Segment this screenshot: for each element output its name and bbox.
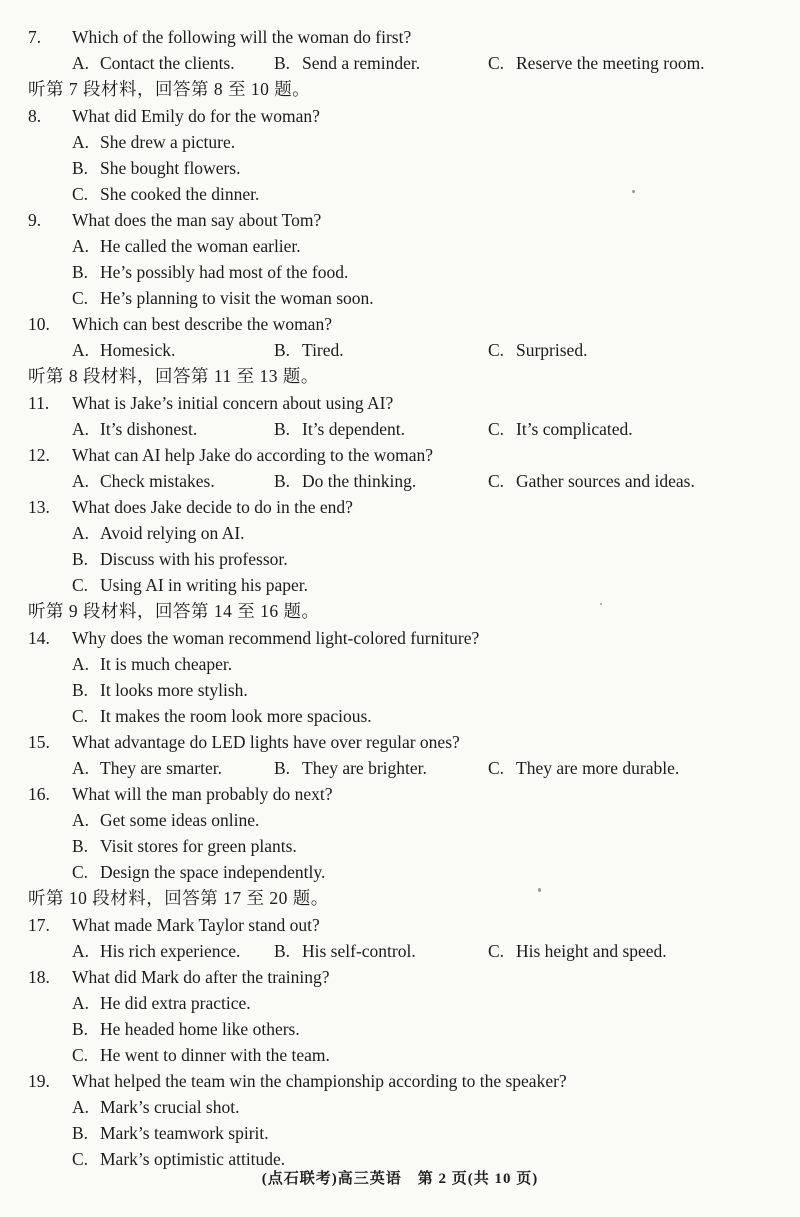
question-options [28, 50, 770, 76]
option-label: A. [72, 471, 90, 491]
option-label: C. [488, 419, 505, 439]
question-line [28, 729, 770, 755]
option-c [28, 859, 770, 885]
option-b [274, 337, 488, 363]
option-text: It’s complicated. [516, 419, 633, 439]
question-line [28, 964, 770, 990]
question-13 [28, 494, 770, 598]
option-c [488, 468, 770, 494]
option-c [28, 703, 770, 729]
option-a [72, 337, 274, 363]
question-8 [28, 103, 770, 207]
question-text: What can AI help Jake do according to the woman? [72, 445, 434, 465]
option-text: Contact the clients. [100, 53, 235, 73]
question-17 [28, 912, 770, 964]
question-options [28, 337, 770, 363]
option-label: B. [72, 1019, 89, 1039]
option-label: B. [72, 158, 89, 178]
option-label: A. [72, 236, 90, 256]
option-label: A. [72, 654, 90, 674]
option-c [28, 572, 770, 598]
option-b [28, 1016, 770, 1042]
option-text: He did extra practice. [100, 993, 251, 1013]
option-label: C. [488, 53, 505, 73]
option-b [28, 833, 770, 859]
question-line [28, 103, 770, 129]
option-b [274, 416, 488, 442]
question-options [28, 416, 770, 442]
option-b [274, 755, 488, 781]
question-number: 16. [28, 784, 50, 804]
option-text: She cooked the dinner. [100, 184, 260, 204]
option-text: Mark’s teamwork spirit. [100, 1123, 269, 1143]
option-label: A. [72, 340, 90, 360]
option-a [28, 233, 770, 259]
option-label: B. [274, 53, 291, 73]
option-text: She drew a picture. [100, 132, 236, 152]
scan-speck [600, 603, 602, 605]
option-text: Tired. [302, 340, 344, 360]
section-header: 听第 10 段材料，回答第 17 至 20 题。 [28, 888, 329, 908]
question-text: Which can best describe the woman? [72, 314, 332, 334]
question-number: 15. [28, 732, 50, 752]
option-text: It’s dependent. [302, 419, 406, 439]
question-options [28, 129, 770, 207]
question-number: 7. [28, 27, 42, 47]
question-10 [28, 311, 770, 363]
option-label: A. [72, 941, 90, 961]
option-c [488, 50, 770, 76]
option-label: A. [72, 810, 90, 830]
option-c [28, 1042, 770, 1068]
question-number: 13. [28, 497, 50, 517]
option-text: They are brighter. [302, 758, 427, 778]
question-options [28, 807, 770, 885]
option-label: C. [72, 184, 89, 204]
option-a [28, 520, 770, 546]
question-text: Which of the following will the woman do first? [72, 27, 412, 47]
question-15 [28, 729, 770, 781]
option-text: Surprised. [516, 340, 588, 360]
option-text: He’s planning to visit the woman soon. [100, 288, 374, 308]
question-number: 8. [28, 106, 42, 126]
option-label: B. [72, 549, 89, 569]
question-line [28, 390, 770, 416]
option-text: Homesick. [100, 340, 176, 360]
option-text: Reserve the meeting room. [516, 53, 705, 73]
question-16 [28, 781, 770, 885]
option-text: They are more durable. [516, 758, 680, 778]
question-line [28, 207, 770, 233]
question-options [28, 520, 770, 598]
question-number: 19. [28, 1071, 50, 1091]
question-number: 12. [28, 445, 50, 465]
option-b [28, 1120, 770, 1146]
option-a [72, 755, 274, 781]
question-line [28, 1068, 770, 1094]
option-text: He called the woman earlier. [100, 236, 301, 256]
option-text: His height and speed. [516, 941, 667, 961]
option-text: Mark’s crucial shot. [100, 1097, 240, 1117]
option-b [28, 546, 770, 572]
option-label: B. [274, 471, 291, 491]
question-text: What is Jake’s initial concern about using AI? [72, 393, 394, 413]
option-text: He’s possibly had most of the food. [100, 262, 349, 282]
option-b [28, 155, 770, 181]
question-line [28, 494, 770, 520]
option-b [28, 677, 770, 703]
question-9 [28, 207, 770, 311]
option-label: B. [72, 836, 89, 856]
question-text: What made Mark Taylor stand out? [72, 915, 320, 935]
option-text: Design the space independently. [100, 862, 326, 882]
option-text: It makes the room look more spacious. [100, 706, 372, 726]
option-text: Using AI in writing his paper. [100, 575, 309, 595]
question-line [28, 625, 770, 651]
section-header: 听第 8 段材料，回答第 11 至 13 题。 [28, 366, 319, 386]
option-text: His self-control. [302, 941, 416, 961]
option-text: It is much cheaper. [100, 654, 233, 674]
option-label: C. [488, 758, 505, 778]
option-c [28, 181, 770, 207]
question-text: What advantage do LED lights have over regular ones? [72, 732, 460, 752]
option-text: It’s dishonest. [100, 419, 198, 439]
option-text: Mark’s optimistic attitude. [100, 1149, 286, 1169]
option-text: Avoid relying on AI. [100, 523, 245, 543]
question-text: What did Mark do after the training? [72, 967, 330, 987]
option-text: She bought flowers. [100, 158, 241, 178]
scan-speck [538, 888, 541, 892]
option-c [488, 755, 770, 781]
option-c [28, 285, 770, 311]
question-number: 9. [28, 210, 42, 230]
question-text: What does the man say about Tom? [72, 210, 322, 230]
option-text: Gather sources and ideas. [516, 471, 695, 491]
question-options [28, 651, 770, 729]
question-number: 10. [28, 314, 50, 334]
option-label: B. [72, 262, 89, 282]
option-text: Check mistakes. [100, 471, 215, 491]
question-options [28, 990, 770, 1068]
option-label: B. [72, 680, 89, 700]
question-options [28, 1094, 770, 1172]
option-a [28, 651, 770, 677]
question-number: 11. [28, 393, 50, 413]
option-a [72, 938, 274, 964]
question-options [28, 755, 770, 781]
option-text: They are smarter. [100, 758, 222, 778]
question-line [28, 442, 770, 468]
option-a [72, 416, 274, 442]
option-label: C. [72, 1045, 89, 1065]
option-b [274, 50, 488, 76]
option-label: B. [274, 340, 291, 360]
option-a [28, 990, 770, 1016]
question-number: 14. [28, 628, 50, 648]
option-c [488, 938, 770, 964]
option-a [28, 1094, 770, 1120]
option-label: C. [72, 575, 89, 595]
question-text: What did Emily do for the woman? [72, 106, 320, 126]
option-c [488, 337, 770, 363]
option-b [274, 468, 488, 494]
question-text: Why does the woman recommend light-colored furniture? [72, 628, 480, 648]
option-text: Send a reminder. [302, 53, 421, 73]
option-label: C. [72, 1149, 89, 1169]
question-19 [28, 1068, 770, 1172]
question-options [28, 468, 770, 494]
option-label: A. [72, 993, 90, 1013]
option-label: C. [72, 288, 89, 308]
option-label: A. [72, 53, 90, 73]
question-options [28, 938, 770, 964]
option-a [72, 468, 274, 494]
option-label: A. [72, 523, 90, 543]
option-text: His rich experience. [100, 941, 241, 961]
question-11 [28, 390, 770, 442]
option-label: A. [72, 1097, 90, 1117]
question-line [28, 24, 770, 50]
question-options [28, 233, 770, 311]
option-label: A. [72, 758, 90, 778]
question-14 [28, 625, 770, 729]
option-b [28, 259, 770, 285]
option-label: B. [72, 1123, 89, 1143]
option-label: B. [274, 419, 291, 439]
option-text: He headed home like others. [100, 1019, 300, 1039]
option-a [28, 807, 770, 833]
option-text: Get some ideas online. [100, 810, 260, 830]
question-18 [28, 964, 770, 1068]
question-number: 17. [28, 915, 50, 935]
option-label: B. [274, 941, 291, 961]
option-label: A. [72, 132, 90, 152]
section-header: 听第 9 段材料，回答第 14 至 16 题。 [28, 601, 320, 621]
section-header: 听第 7 段材料，回答第 8 至 10 题。 [28, 79, 311, 99]
question-text: What does Jake decide to do in the end? [72, 497, 353, 517]
option-b [274, 938, 488, 964]
question-number: 18. [28, 967, 50, 987]
option-label: C. [72, 862, 89, 882]
question-text: What helped the team win the championship according to the speaker? [72, 1071, 567, 1091]
option-label: C. [488, 471, 505, 491]
page-footer: (点石联考)高三英语 第 2 页(共 10 页) [261, 1171, 539, 1187]
question-line [28, 781, 770, 807]
option-text: Do the thinking. [302, 471, 417, 491]
option-text: He went to dinner with the team. [100, 1045, 330, 1065]
option-text: Discuss with his professor. [100, 549, 288, 569]
option-text: It looks more stylish. [100, 680, 248, 700]
question-line [28, 912, 770, 938]
question-text: What will the man probably do next? [72, 784, 333, 804]
scan-speck [632, 190, 635, 193]
option-label: C. [488, 941, 505, 961]
option-label: A. [72, 419, 90, 439]
option-c [488, 416, 770, 442]
option-a [28, 129, 770, 155]
option-label: C. [488, 340, 505, 360]
option-text: Visit stores for green plants. [100, 836, 297, 856]
question-line [28, 311, 770, 337]
option-label: C. [72, 706, 89, 726]
question-12 [28, 442, 770, 494]
option-a [72, 50, 274, 76]
option-label: B. [274, 758, 291, 778]
question-7 [28, 24, 770, 76]
